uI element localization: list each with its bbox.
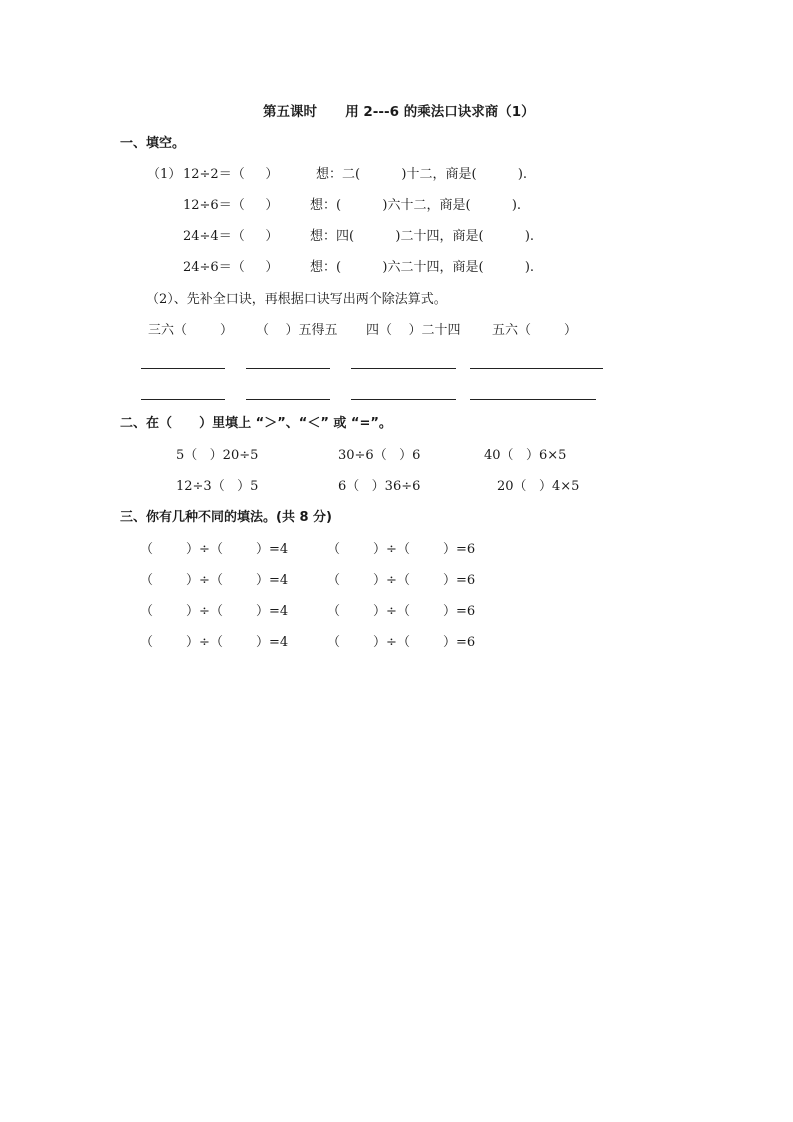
fill-hint: 想：四( )二十四，商是( ). xyxy=(310,229,535,244)
answer-line[interactable] xyxy=(351,368,456,369)
fill-hint: 想：二( )十二，商是( ). xyxy=(316,167,528,182)
part2-instruction: （2）、先补全口诀，再根据口诀写出两个除法算式。 xyxy=(146,292,447,307)
fill-hint: 想：( )六十二，商是( ). xyxy=(310,198,522,213)
part1-label: （1） xyxy=(147,167,182,182)
mnemonic-item: 五六（ ） xyxy=(492,323,578,338)
mnemonic-item: （ ）五得五 xyxy=(256,323,338,338)
division-blank-4: （ ）÷（ ）=4 xyxy=(140,635,289,650)
section3-heading: 三、你有几种不同的填法。(共 8 分) xyxy=(120,510,332,525)
section2-heading: 二、在（ ）里填上 “＞”、“＜” 或 “=”。 xyxy=(120,416,392,431)
section1-heading: 一、填空。 xyxy=(120,136,186,151)
division-blank-4: （ ）÷（ ）=4 xyxy=(140,573,289,588)
compare-item: 40（ ）6×5 xyxy=(484,448,567,463)
division-blank-6: （ ）÷（ ）=6 xyxy=(327,573,476,588)
compare-item: 5（ ）20÷5 xyxy=(176,448,259,463)
answer-line[interactable] xyxy=(470,368,603,369)
fill-expression: 24÷4＝（ ） xyxy=(183,229,279,244)
answer-line[interactable] xyxy=(246,368,330,369)
mnemonic-item: 四（ ）二十四 xyxy=(366,323,461,338)
fill-hint: 想：( )六二十四，商是( ). xyxy=(310,260,535,275)
division-blank-4: （ ）÷（ ）=4 xyxy=(140,542,289,557)
fill-expression: 12÷2＝（ ） xyxy=(183,167,279,182)
division-blank-6: （ ）÷（ ）=6 xyxy=(327,604,476,619)
compare-item: 12÷3（ ）5 xyxy=(176,479,259,494)
mnemonic-item: 三六（ ） xyxy=(148,323,234,338)
division-blank-4: （ ）÷（ ）=4 xyxy=(140,604,289,619)
answer-line[interactable] xyxy=(351,399,456,400)
fill-expression: 12÷6＝（ ） xyxy=(183,198,279,213)
answer-line[interactable] xyxy=(141,368,225,369)
page-title: 第五课时 用 2---6 的乘法口诀求商（1） xyxy=(263,104,535,120)
compare-item: 20（ ）4×5 xyxy=(497,479,580,494)
answer-line[interactable] xyxy=(246,399,330,400)
answer-line[interactable] xyxy=(141,399,225,400)
compare-item: 6（ ）36÷6 xyxy=(338,479,421,494)
fill-expression: 24÷6＝（ ） xyxy=(183,260,279,275)
compare-item: 30÷6（ ）6 xyxy=(338,448,421,463)
division-blank-6: （ ）÷（ ）=6 xyxy=(327,542,476,557)
answer-line[interactable] xyxy=(470,399,596,400)
division-blank-6: （ ）÷（ ）=6 xyxy=(327,635,476,650)
